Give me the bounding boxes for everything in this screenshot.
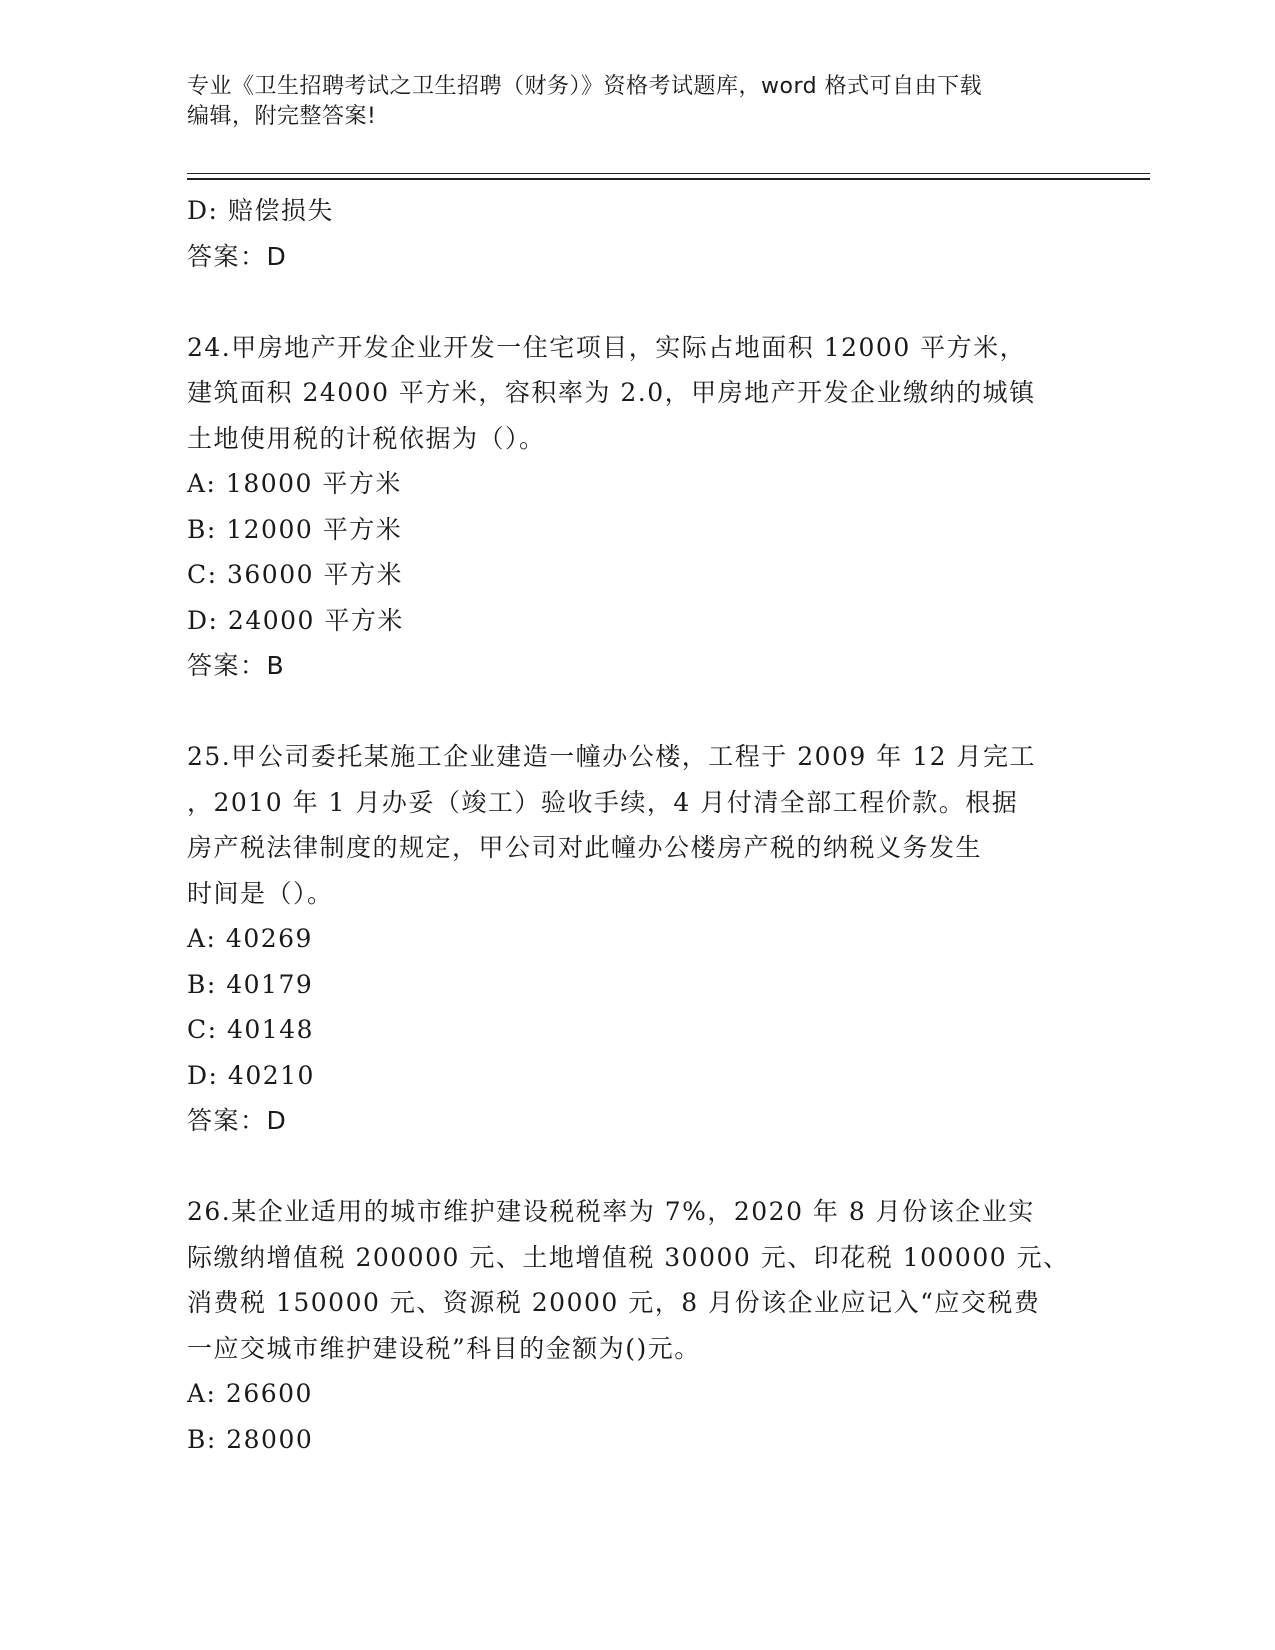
question-24 bbox=[187, 325, 1087, 689]
header-line-1: 专业《卫生招聘考试之卫生招聘（财务）》资格考试题库，word 格式可自由下载 bbox=[187, 74, 983, 99]
document-header bbox=[187, 72, 1087, 132]
question-26 bbox=[187, 1189, 1087, 1462]
question-text-line: 26.某企业适用的城市维护建设税税率为 7%，2020 年 8 月份该企业实 bbox=[187, 1197, 1035, 1226]
question-text-line: 24.甲房地产开发企业开发一住宅项目，实际占地面积 12000 平方米， bbox=[187, 332, 1027, 362]
spacer bbox=[187, 1144, 1087, 1190]
spacer bbox=[187, 689, 1087, 735]
option-a: A: 26600 bbox=[187, 1379, 313, 1408]
option-a: A: 18000 平方米 bbox=[187, 469, 402, 498]
header-line-2: 编辑，附完整答案! bbox=[187, 104, 377, 129]
question-text-line: 际缴纳增值税 200000 元、土地增值税 30000 元、印花税 100000 元、 bbox=[187, 1242, 1070, 1272]
option-a: A: 40269 bbox=[187, 924, 313, 953]
question-text-line: ，2010 年 1 月办妥（竣工）验收手续，4 月付清全部工程价款。根据 bbox=[187, 787, 1019, 817]
question-text-line: 25.甲公司委托某施工企业建造一幢办公楼，工程于 2009 年 12 月完工 bbox=[187, 742, 1036, 771]
question-text-line: 一应交城市维护建设税”科目的金额为()元。 bbox=[187, 1333, 701, 1363]
option-c: C: 36000 平方米 bbox=[187, 560, 403, 589]
question-text-line: 消费税 150000 元、资源税 20000 元，8 月份该企业应记入“应交税费 bbox=[187, 1288, 1041, 1317]
prev-answer: 答案：D bbox=[187, 241, 288, 271]
question-25 bbox=[187, 734, 1087, 1144]
option-b: B: 28000 bbox=[187, 1424, 314, 1454]
option-d: D: 24000 平方米 bbox=[187, 605, 404, 635]
question-text-line: 建筑面积 24000 平方米，容积率为 2.0，甲房地产开发企业缴纳的城镇 bbox=[187, 378, 1036, 407]
question-text-line: 土地使用税的计税依据为（）。 bbox=[187, 423, 546, 453]
spacer bbox=[187, 279, 1087, 325]
header-divider-top bbox=[187, 173, 1150, 174]
option-b: B: 40179 bbox=[187, 969, 314, 999]
answer: 答案：D bbox=[187, 1106, 288, 1135]
option-d: D: 40210 bbox=[187, 1060, 315, 1090]
answer: 答案：B bbox=[187, 651, 286, 680]
question-text-line: 时间是（）。 bbox=[187, 878, 334, 908]
option-b: B: 12000 平方米 bbox=[187, 514, 403, 544]
header-divider-bottom bbox=[187, 178, 1150, 180]
option-c: C: 40148 bbox=[187, 1015, 315, 1044]
prev-option-d: D: 赔偿损失 bbox=[187, 196, 334, 225]
question-text-line: 房产税法律制度的规定，甲公司对此幢办公楼房产税的纳税义务发生 bbox=[187, 833, 983, 862]
question-content bbox=[187, 188, 1087, 1462]
